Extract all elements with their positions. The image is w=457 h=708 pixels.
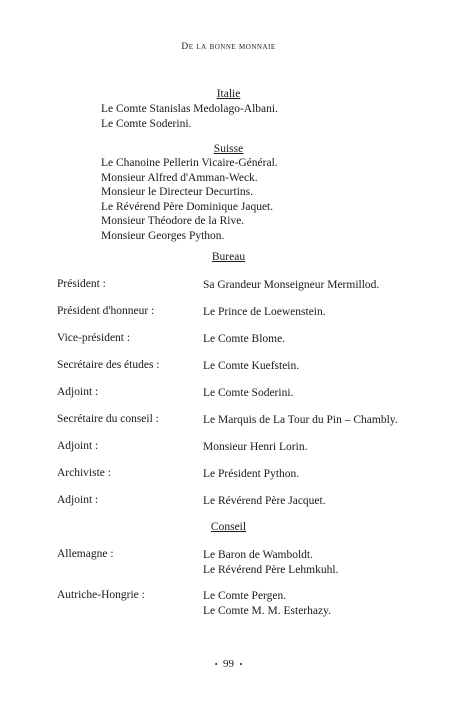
conseil-country: Allemagne : (57, 548, 114, 560)
italie-name: Le Comte Soderini. (101, 117, 192, 130)
italie-heading: Italie (216, 88, 241, 100)
bureau-holder: Le Comte Kuefstein. (203, 360, 300, 372)
italie-name-list (101, 102, 278, 131)
suisse-name: Monsieur Théodore de la Rive. (101, 215, 245, 228)
bureau-role: Adjoint : (57, 440, 99, 452)
bureau-heading: Bureau (211, 251, 246, 263)
bureau-holder: Le Comte Soderini. (203, 387, 294, 399)
bureau-role: Secrétaire des études : (57, 359, 160, 371)
suisse-heading: Suisse (213, 143, 244, 155)
folio-ornament-left: • (214, 659, 218, 669)
suisse-name: Monsieur Georges Python. (101, 229, 225, 242)
running-head: De la bonne monnaie (181, 42, 276, 52)
bureau-holder: Le Marquis de La Tour du Pin – Chambly. (203, 414, 398, 426)
conseil-heading: Conseil (210, 521, 247, 533)
suisse-name: Le Chanoine Pellerin Vicaire-Général. (101, 157, 278, 169)
page-number (0, 658, 457, 670)
suisse-name: Monsieur Alfred d'Amman-Weck. (101, 171, 258, 184)
conseil-members (203, 589, 331, 618)
suisse-name: Monsieur le Directeur Decurtins. (101, 186, 254, 199)
bureau-role: Président d'honneur : (57, 305, 155, 317)
bureau-role: Adjoint : (57, 386, 99, 398)
bureau-role: Secrétaire du conseil : (57, 413, 159, 425)
italie-name: Le Comte Stanislas Medolago-Albani. (101, 103, 278, 115)
bureau-holder: Sa Grandeur Monseigneur Mermillod. (203, 279, 380, 291)
conseil-member: Le Comte Pergen. (203, 590, 287, 602)
bureau-role: Président : (57, 278, 106, 290)
bureau-holder: Le Comte Blome. (203, 333, 286, 345)
bureau-role: Vice-président : (57, 332, 131, 344)
conseil-member: Le Comte M. M. Esterhazy. (203, 604, 331, 617)
bureau-holder: Le Révérend Père Jacquet. (203, 495, 326, 507)
bureau-role: Archiviste : (57, 467, 111, 479)
bureau-role: Adjoint : (57, 494, 99, 506)
bureau-holder: Monsieur Henri Lorin. (203, 441, 308, 453)
bureau-holder: Le Président Python. (203, 468, 300, 480)
conseil-member: Le Révérend Père Lehmkuhl. (203, 563, 339, 576)
suisse-name-list (101, 156, 278, 244)
suisse-name: Le Révérend Père Dominique Jaquet. (101, 200, 274, 213)
bureau-holder: Le Prince de Loewenstein. (203, 306, 326, 318)
conseil-member: Le Baron de Wamboldt. (203, 549, 314, 561)
folio-ornament-right: • (239, 659, 243, 669)
conseil-members (203, 548, 338, 577)
conseil-country: Autriche-Hongrie : (57, 589, 145, 601)
folio-number: 99 (223, 658, 234, 670)
